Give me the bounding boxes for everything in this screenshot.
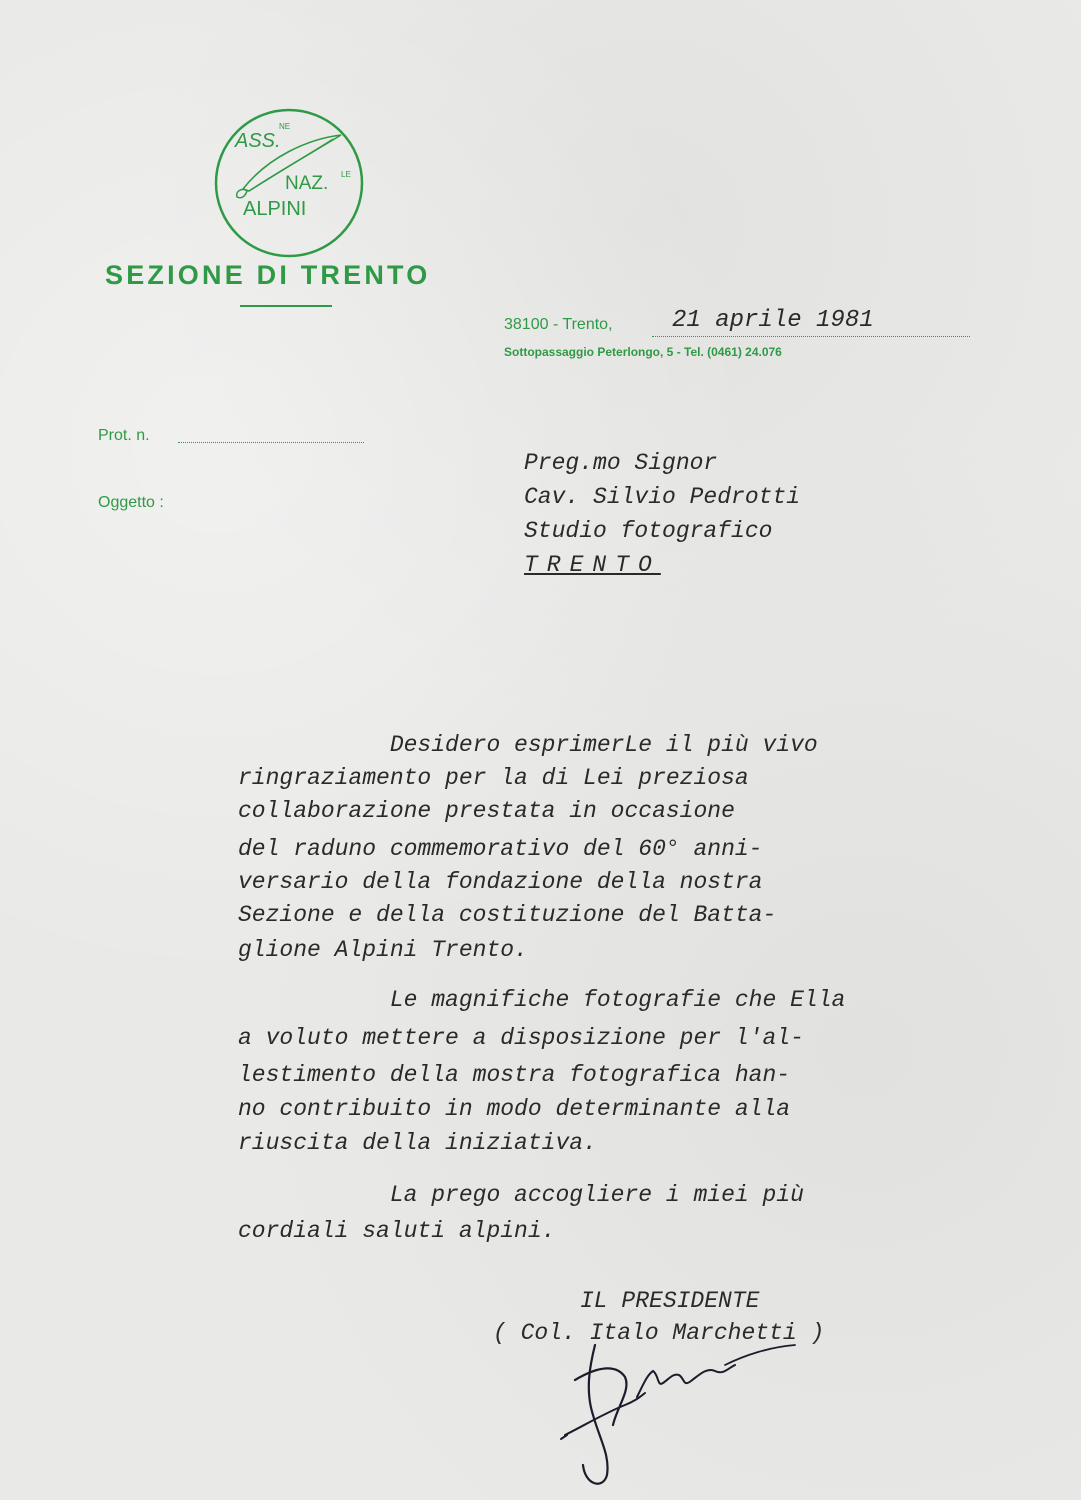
recipient-business: Studio fotografico [524,518,773,544]
body-line: La prego accogliere i miei più [238,1182,804,1208]
logo-text-ass: ASS. [235,130,281,152]
recipient-name: Cav. Silvio Pedrotti [524,484,801,510]
subject-label: Oggetto : [98,494,164,511]
date-dotted-line [652,336,970,337]
body-line: no contribuito in modo determinante alla [238,1096,791,1122]
handwritten-signature [555,1335,835,1490]
recipient-city: TRENTO [524,552,661,578]
body-line: Desidero esprimerLe il più vivo [238,732,818,758]
title-divider [240,305,332,307]
signatory-name: ( Col. Italo Marchetti ) [493,1320,825,1346]
body-line: collaborazione prestata in occasione [238,798,735,824]
logo-text-alpini: ALPINI [243,198,307,220]
closing-title: IL PRESIDENTE [580,1288,760,1314]
body-line: Le magnifiche fotografie che Ella [238,987,846,1013]
letter-date: 21 aprile 1981 [672,307,874,334]
protocol-dotted-line [178,442,364,443]
recipient-salutation: Preg.mo Signor [524,450,718,476]
body-line: del raduno commemorativo del 60° anni- [238,836,763,862]
body-line: versario della fondazione della nostra [238,869,763,895]
section-title: SEZIONE DI TRENTO [105,260,431,290]
body-line: riuscita della iniziativa. [238,1130,597,1156]
logo-text-naz: NAZ. [285,173,329,194]
association-logo [213,107,365,259]
body-line: glione Alpini Trento. [238,937,528,963]
body-line: ringraziamento per la di Lei preziosa [238,765,749,791]
place-label: 38100 - Trento, [504,316,613,333]
body-line: Sezione e della costituzione del Batta- [238,902,777,928]
body-line: cordiali saluti alpini. [238,1218,556,1244]
logo-text-ass-suffix: NE [279,122,291,131]
body-line: a voluto mettere a disposizione per l'al- [238,1025,804,1051]
letterhead-address: Sottopassaggio Peterlongo, 5 - Tel. (0461) 24.076 [504,345,782,359]
protocol-label: Prot. n. [98,427,150,444]
logo-text-naz-suffix: LE [341,170,351,179]
body-line: lestimento della mostra fotografica han- [238,1062,791,1088]
